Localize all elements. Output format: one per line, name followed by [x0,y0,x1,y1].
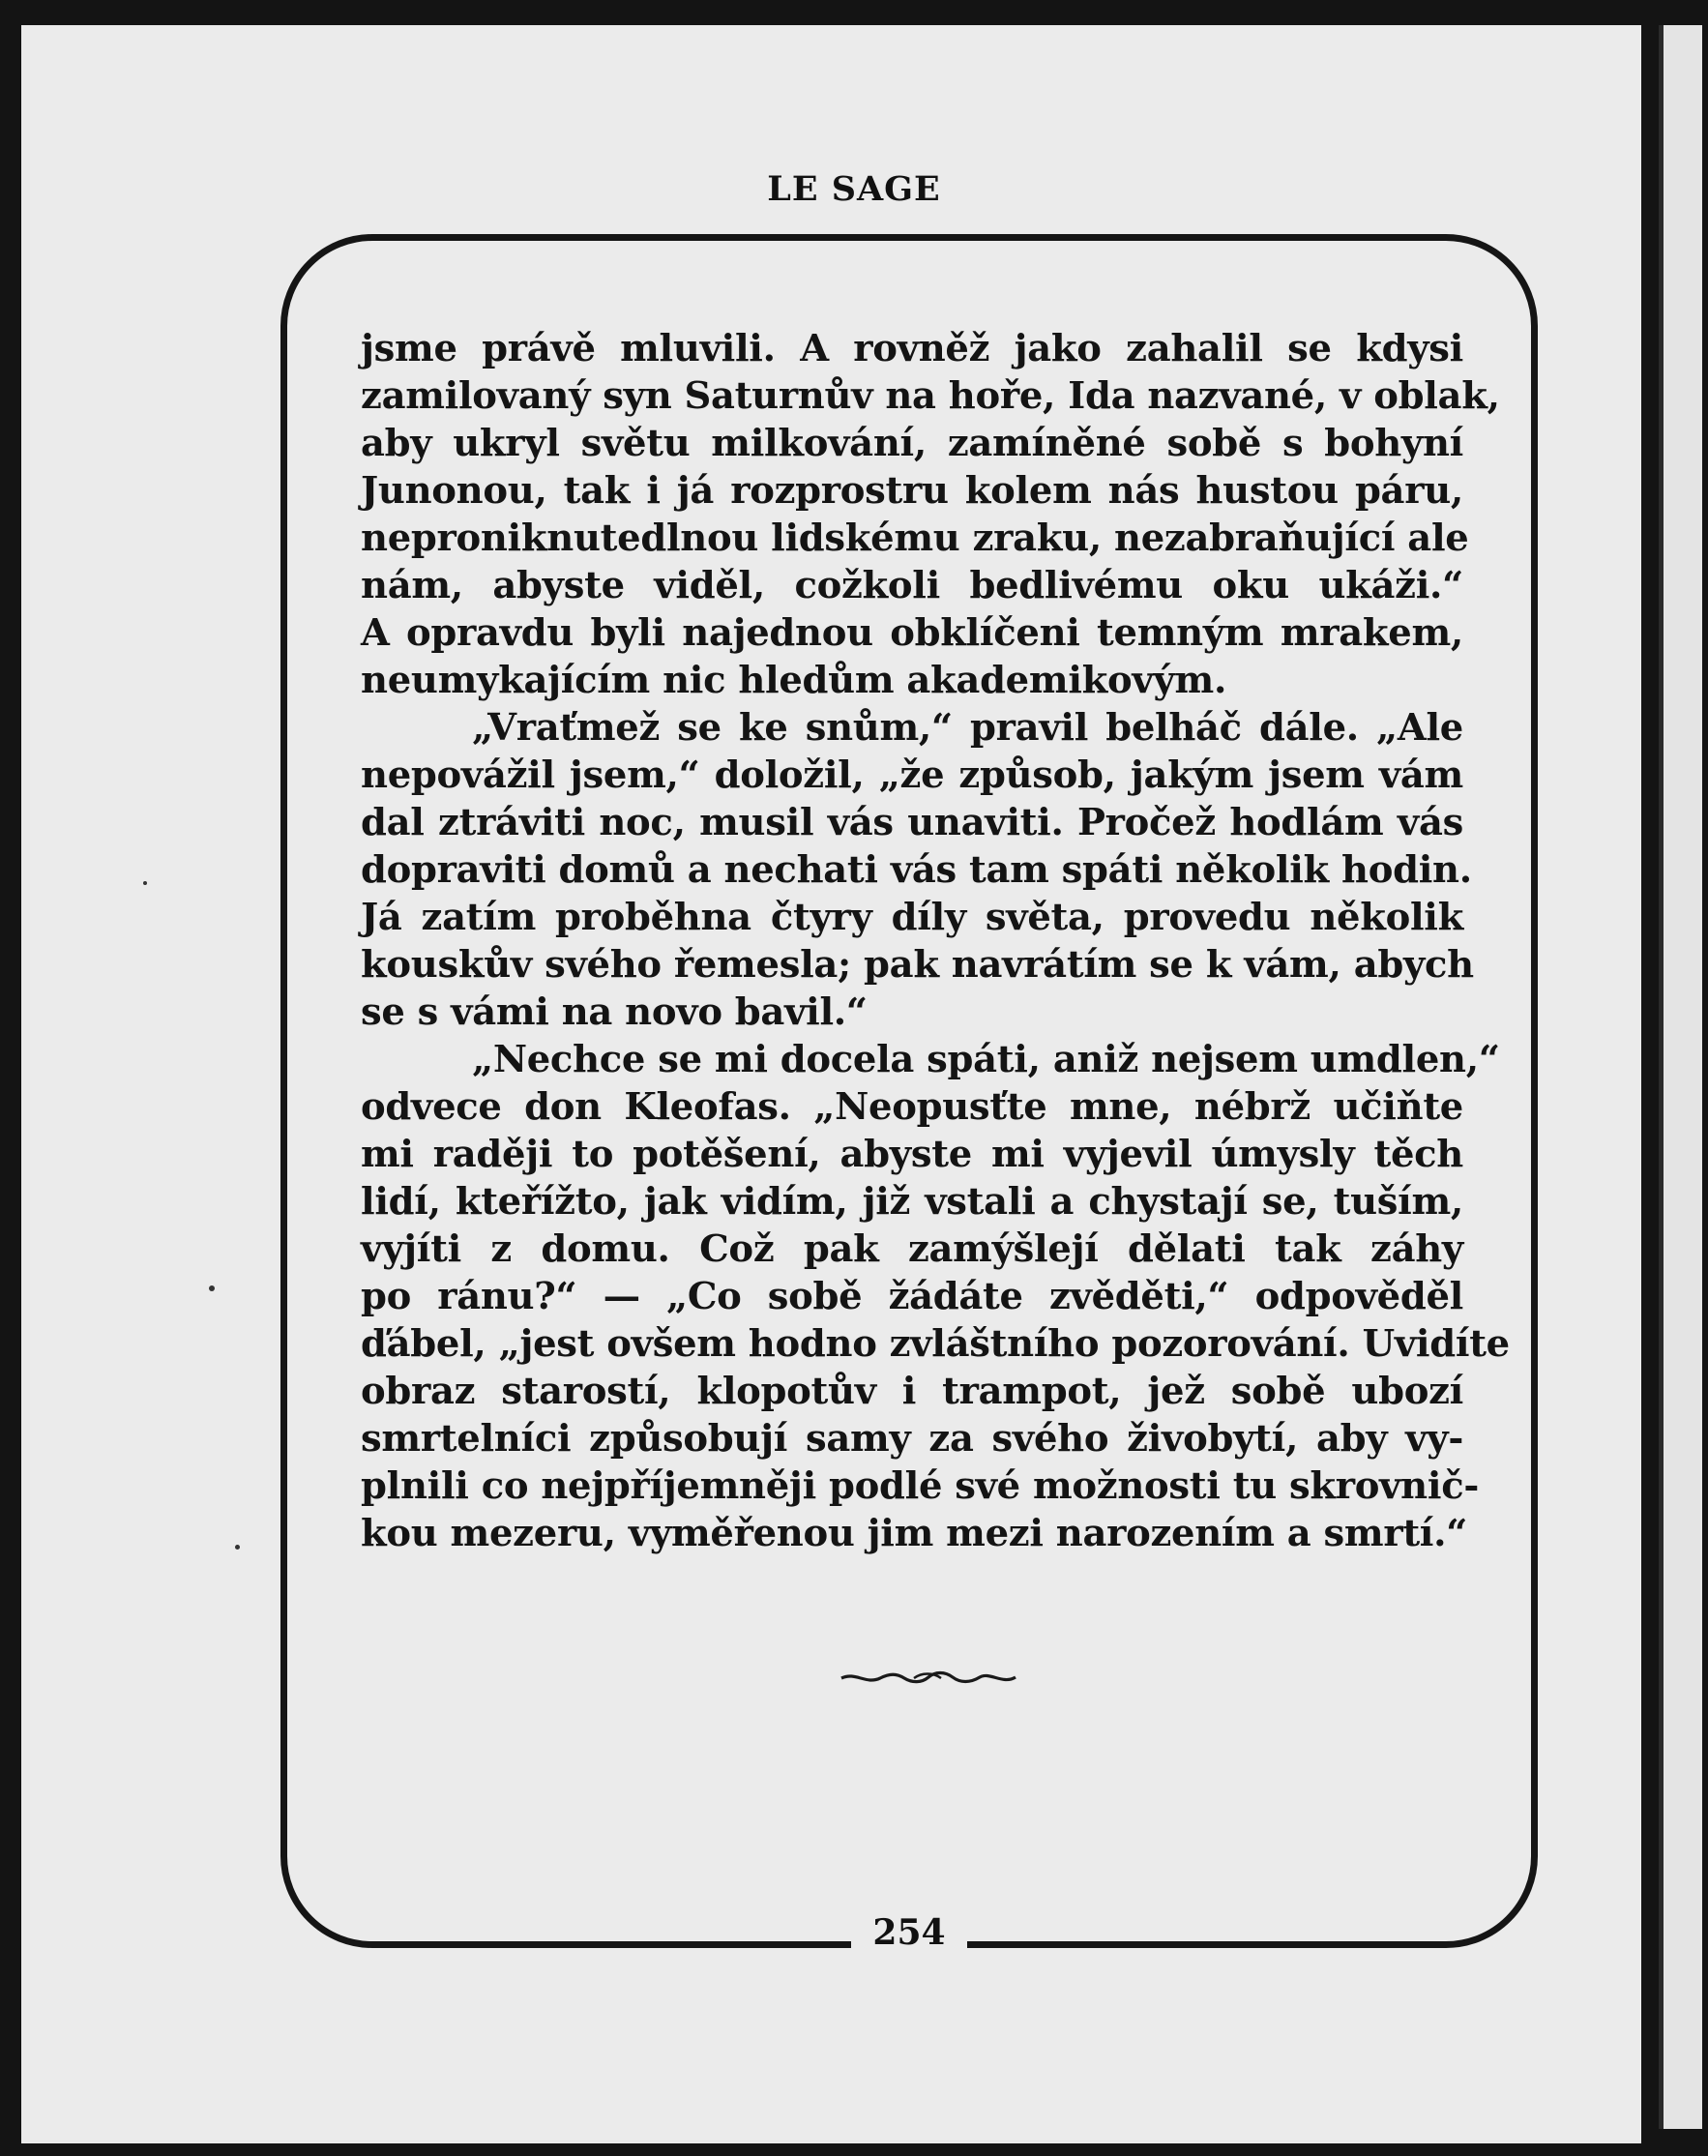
text-line: jsme právě mluvili. A rovněž jako zahalil se kdysi [361,327,1463,370]
text-line: neumykajícím nic hledům akademikovým. [361,659,1227,702]
text-line: obraz starostí, klopotův i trampot, jež sobě ubozí [361,1370,1463,1413]
text-line: kouskův svého řemesla; pak navrátím se k vám, abych [361,943,1474,987]
text-line: „Nechce se mi docela spáti, aniž nejsem umdlen,“ [472,1038,1500,1081]
text-line: plnili co nejpříjemněji podlé své možnosti tu skrovnič- [361,1464,1480,1508]
adjacent-page-edge [1659,25,1702,2129]
text-line: neproniknutedlnou lidskému zraku, nezabraňující ale [361,517,1469,560]
text-line: „Vraťmež se ke snům,“ pravil belháč dále. „Ale [472,706,1463,750]
text-line: vyjíti z domu. Což pak zamýšlejí dělati tak záhy [361,1227,1463,1271]
print-speck [143,881,147,885]
text-line: dal ztráviti noc, musil vás unaviti. Pročež hodlám vás [361,801,1463,844]
text-line: smrtelníci způsobují samy za svého živobytí, aby vy- [361,1417,1463,1461]
running-head: LE SAGE [767,169,941,209]
text-line: Já zatím proběhna čtyry díly světa, provedu několik [361,896,1463,939]
body-text [361,325,1510,1557]
text-line: zamilovaný syn Saturnův na hoře, Ida nazvané, v oblak, [361,374,1500,418]
text-line: nepovážil jsem,“ doložil, „že způsob, jakým jsem vám [361,753,1463,797]
print-speck [235,1545,240,1550]
text-line: A opravdu byli najednou obklíčeni temným mrakem, [361,611,1463,655]
text-line: se s vámi na novo bavil.“ [361,990,868,1034]
text-line: nám, abyste viděl, cožkoli bedlivému oku ukáži.“ [361,564,1463,607]
text-line: dopraviti domů a nechati vás tam spáti několik hodin. [361,848,1472,892]
text-line: mi raději to potěšení, abyste mi vyjevil úmysly těch [361,1133,1463,1176]
text-line: Junonou, tak i já rozprostru kolem nás hustou páru, [361,469,1463,513]
text-line: ďábel, „jest ovšem hodno zvláštního pozorování. Uvidíte [361,1322,1510,1366]
text-line: lidí, kteřížto, jak vidím, již vstali a chystají se, tuším, [361,1180,1463,1224]
text-line: kou mezeru, vyměřenou jim mezi narozením a smrtí.“ [361,1512,1468,1555]
text-line: aby ukryl světu milkování, zamíněné sobě s bohyní [361,422,1463,465]
ornament-flourish-icon [837,1664,1020,1693]
text-line: odvece don Kleofas. „Neopusťte mne, nébrž učiňte [361,1085,1463,1129]
text-line: po ránu?“ — „Co sobě žádáte zvěděti,“ odpověděl [361,1275,1463,1318]
page-number: 254 [851,1912,966,1953]
print-speck [209,1285,215,1291]
page-footer [280,1912,1538,1970]
